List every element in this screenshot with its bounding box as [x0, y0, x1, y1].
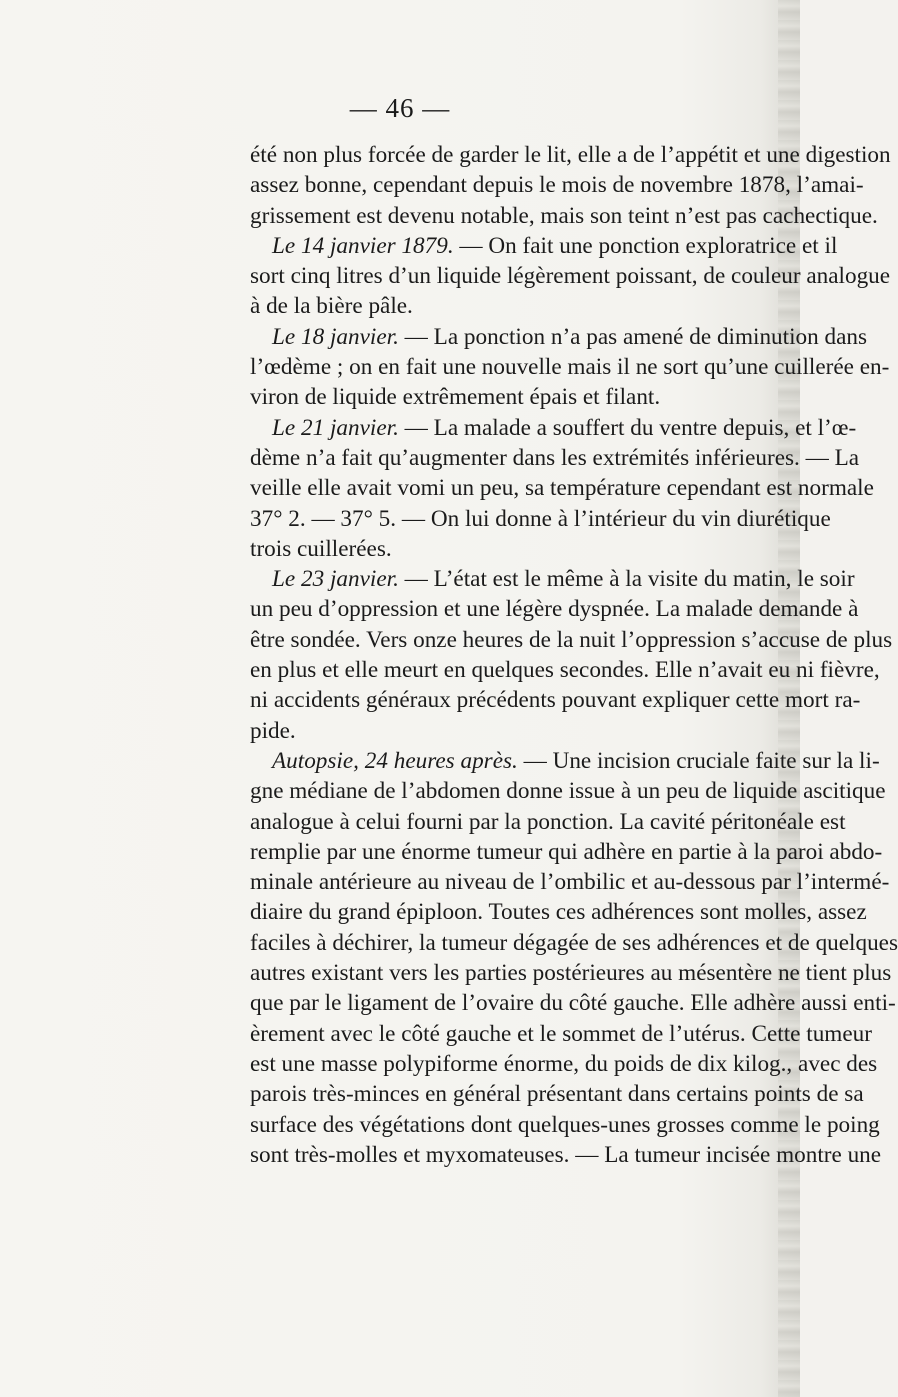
entry-date: Le 23 janvier.	[272, 566, 399, 593]
entry-text: — Une incision cruciale faite sur la li-	[517, 747, 880, 774]
entry-text: — On fait une ponction exploratrice et il	[453, 232, 838, 259]
entry-date: Autopsie, 24 heures après.	[272, 747, 518, 774]
text-line: en plus et elle meurt en quelques secondes. Elle n’avait eu ni fièvre,	[250, 657, 880, 684]
text-line: un peu d’oppression et une légère dyspnée. La malade demande à	[250, 596, 859, 623]
text-line: parois très-minces en général présentant dans certains points de sa	[250, 1081, 864, 1108]
body-text	[250, 140, 898, 1170]
text-line: èrement avec le côté gauche et le sommet de l’utérus. Cette tumeur	[250, 1020, 872, 1047]
text-line: sont très-molles et myxomateuses. — La tumeur incisée montre une	[250, 1141, 882, 1168]
entry-text: — L’état est le même à la visite du matin, le soir	[398, 566, 855, 593]
text-line: 37° 2. — 37° 5. — On lui donne à l’intérieur du vin diurétique	[250, 505, 831, 532]
text-line: être sondée. Vers onze heures de la nuit l’oppression s’accuse de plus	[250, 626, 893, 653]
entry-date: Le 18 janvier.	[272, 323, 399, 350]
text-line	[250, 413, 857, 443]
page-number: — 46 —	[349, 93, 451, 123]
text-line	[250, 564, 855, 594]
text-line: viron de liquide extrêmement épais et filant.	[250, 384, 661, 411]
text-line: ni accidents généraux précédents pouvant expliquer cette mort ra-	[250, 687, 861, 714]
text-line: gne médiane de l’abdomen donne issue à un peu de liquide ascitique	[250, 778, 886, 805]
text-line: à de la bière pâle.	[250, 293, 413, 320]
text-line	[250, 231, 838, 261]
entry-text: — La ponction n’a pas amené de diminution dans	[398, 323, 868, 350]
text-line: surface des végétations dont quelques-unes grosses comme le poing	[250, 1111, 880, 1138]
text-line: été non plus forcée de garder le lit, elle a de l’appétit et une digestion	[250, 142, 891, 168]
text-line: autres existant vers les parties postérieures au mésentère ne tient plus	[250, 960, 892, 987]
text-line: sort cinq litres d’un liquide légèrement poissant, de couleur analogue	[250, 263, 891, 290]
text-line	[250, 746, 880, 776]
text-line: assez bonne, cependant depuis le mois de novembre 1878, l’amai-	[250, 172, 864, 199]
text-line: veille elle avait vomi un peu, sa température cependant est normale	[250, 475, 874, 502]
text-line: remplie par une énorme tumeur qui adhère en partie à la paroi abdo-	[250, 838, 883, 865]
text-line: diaire du grand épiploon. Toutes ces adhérences sont molles, assez	[250, 899, 867, 926]
text-line: l’œdème ; on en fait une nouvelle mais il ne sort qu’une cuillerée en-	[250, 354, 890, 381]
entry-date: Le 14 janvier 1879.	[272, 232, 454, 259]
text-line: pide.	[250, 717, 296, 744]
text-line: est une masse polypiforme énorme, du poids de dix kilog., avec des	[250, 1050, 878, 1077]
entry-text: — La malade a souffert du ventre depuis, et l’œ-	[398, 414, 857, 441]
text-line: faciles à déchirer, la tumeur dégagée de ses adhérences et de quelques	[250, 929, 898, 956]
text-line: grissement est devenu notable, mais son teint n’est pas cachectique.	[250, 202, 878, 229]
text-line: dème n’a fait qu’augmenter dans les extrémités inférieures. — La	[250, 444, 860, 471]
text-line	[250, 322, 868, 352]
entry-date: Le 21 janvier.	[272, 414, 399, 441]
text-line: analogue à celui fourni par la ponction. La cavité péritonéale est	[250, 808, 846, 835]
text-line: minale antérieure au niveau de l’ombilic et au-dessous par l’intermé-	[250, 869, 890, 896]
text-line: que par le ligament de l’ovaire du côté gauche. Elle adhère aussi enti-	[250, 990, 896, 1017]
text-line: trois cuillerées.	[250, 535, 392, 562]
